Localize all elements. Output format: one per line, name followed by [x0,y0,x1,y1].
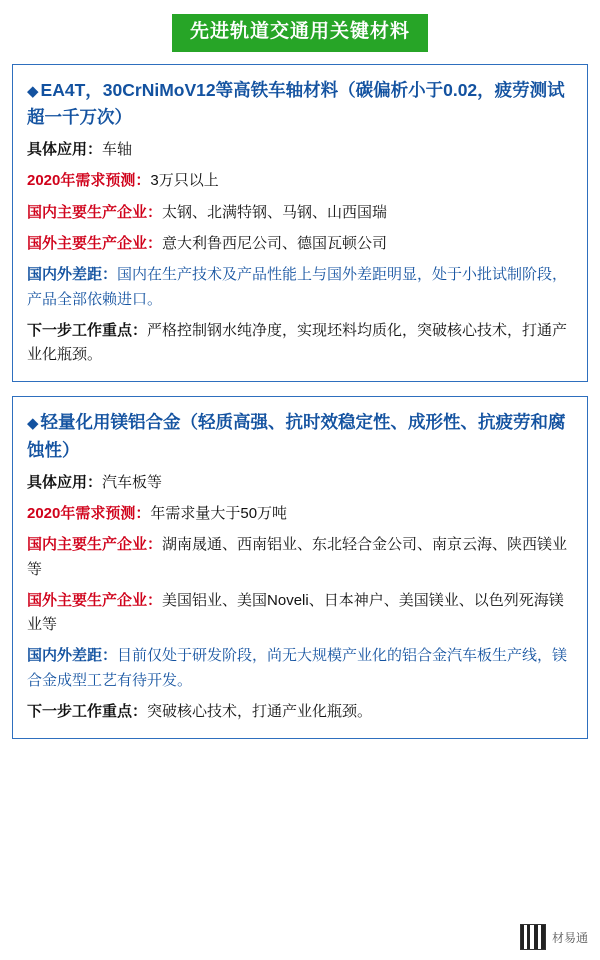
card-2-value-demand: 年需求量大于50万吨 [150,504,288,522]
card-2-row-domestic-makers [27,533,573,582]
card-1-row-demand [27,169,573,193]
card-2-row-application [27,471,573,495]
card-2-value-foreign-makers: 美国铝业、美国Noveli、日本神户、美国镁业、以色列死海镁业等 [27,591,564,634]
card-2-label-next-steps: 下一步工作重点： [27,703,148,721]
material-card-1 [12,64,588,383]
card-2-label-domestic-makers: 国内主要生产企业： [27,536,163,554]
banner-container [0,0,600,64]
qr-code-icon [520,924,546,950]
diamond-bullet-icon: ◆ [27,82,39,100]
material-card-2 [12,396,588,739]
card-1-value-domestic-makers: 太钢、北满特钢、马钢、山西国瑞 [162,203,388,221]
card-1-row-domestic-makers [27,201,573,225]
card-1-row-foreign-makers [27,232,573,256]
card-1-label-next-steps: 下一步工作重点： [27,321,148,339]
card-2-value-next-steps: 突破核心技术，打通产业化瓶颈。 [147,703,373,721]
card-1-title [27,77,573,131]
page-title: 先进轨道交通用关键材料 [172,14,428,52]
card-1-row-application [27,138,573,162]
card-2-value-domestic-makers: 湖南晟通、西南铝业、东北轻合金公司、南京云海、陕西镁业等 [27,536,568,578]
footer-watermark [520,924,588,950]
card-2-row-foreign-makers [27,589,573,638]
card-1-label-demand: 2020年需求预测： [27,172,151,190]
card-1-value-next-steps: 严格控制钢水纯净度，实现坯料均质化，突破核心技术，打通产业化瓶颈。 [27,321,568,364]
card-1-title-text: EA4T，30CrNiMoV12等高铁车轴材料（碳偏析小于0.02，疲劳测试超一千万次） [27,79,565,127]
card-2-label-demand: 2020年需求预测： [27,504,151,522]
card-2-label-gap: 国内外差距： [27,647,118,665]
card-1-value-gap: 国内在生产技术及产品性能上与国外差距明显，处于小批试制阶段，产品全部依赖进口。 [27,266,568,308]
card-1-value-application: 车轴 [102,141,133,159]
card-1-label-application: 具体应用： [27,141,103,159]
diamond-bullet-icon: ◆ [27,415,39,433]
card-2-row-demand [27,502,573,526]
footer-label: 材易通 [551,930,588,945]
card-2-title [27,409,573,463]
card-1-value-demand: 3万只以上 [150,172,219,190]
card-1-row-gap [27,263,573,312]
card-2-label-application: 具体应用： [27,473,103,491]
card-2-label-foreign-makers: 国外主要生产企业： [27,591,163,609]
card-1-row-next-steps [27,319,573,368]
card-1-label-domestic-makers: 国内主要生产企业： [27,203,163,221]
card-2-value-gap: 目前仅处于研发阶段，尚无大规模产业化的铝合金汽车板生产线，镁合金成型工艺有待开发。 [27,647,568,689]
card-2-row-gap [27,644,573,693]
card-1-label-gap: 国内外差距： [27,266,118,284]
card-1-label-foreign-makers: 国外主要生产企业： [27,234,163,252]
card-2-title-text: 轻量化用镁铝合金（轻质高强、抗时效稳定性、成形性、抗疲劳和腐蚀性） [27,412,566,460]
card-1-value-foreign-makers: 意大利鲁西尼公司、德国瓦顿公司 [162,234,388,252]
card-2-row-next-steps [27,700,573,724]
card-2-value-application: 汽车板等 [102,473,163,491]
